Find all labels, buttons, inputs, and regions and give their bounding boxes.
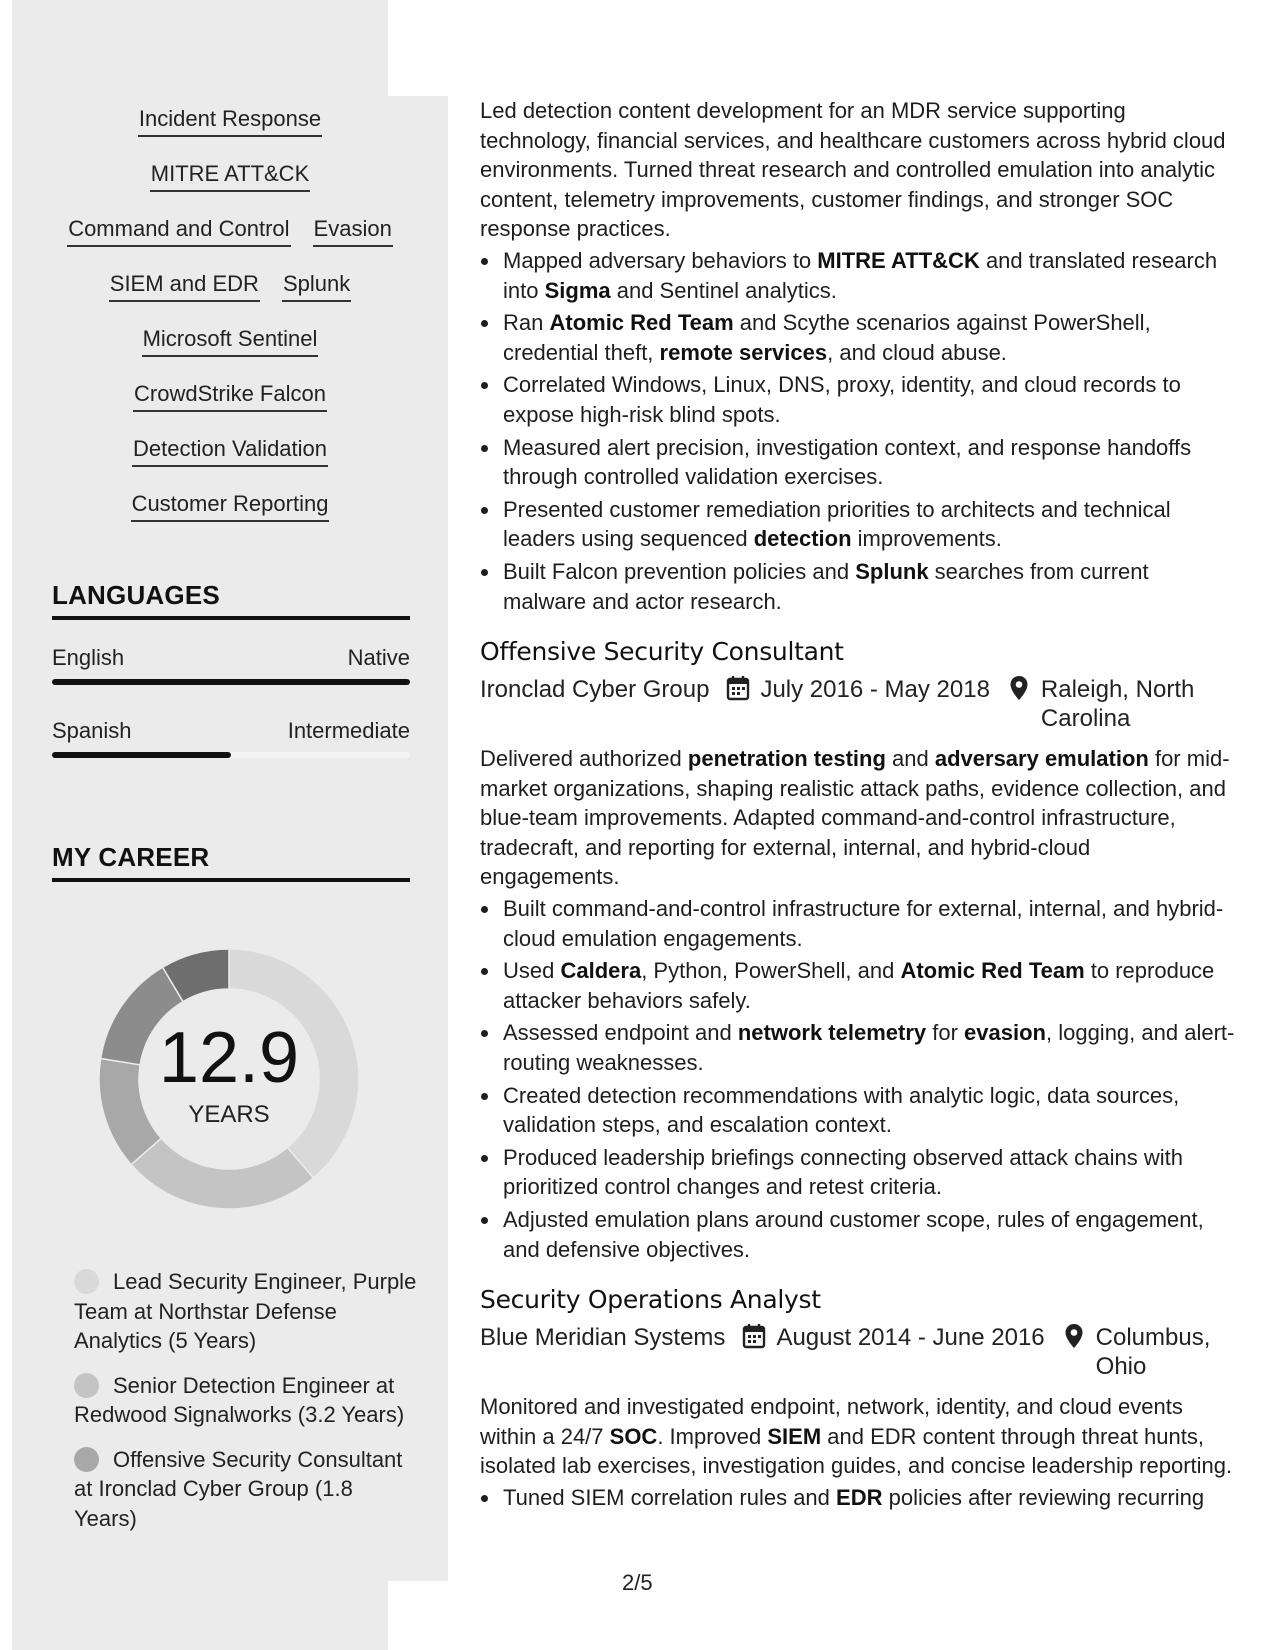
legend-dot: [74, 1373, 99, 1398]
career-heading: [52, 842, 410, 882]
skill-tag: SIEM and EDR: [109, 269, 260, 302]
language-proficiency-bar: [52, 752, 410, 758]
job-bullet: [480, 956, 1235, 1015]
languages-heading: [52, 580, 410, 620]
text-run: Built Falcon prevention policies and: [503, 558, 856, 584]
location-pin-icon: [990, 675, 1041, 733]
text-run: Presented customer remediation priorities to architects and technical leaders using sequenced: [503, 496, 1171, 552]
bold-keyword: Atomic Red Team: [549, 310, 734, 336]
job-bullet: [480, 370, 1235, 429]
language-name: Spanish: [52, 718, 132, 743]
skill-tag: MITRE ATT&CK: [150, 159, 311, 192]
skill-tag: CrowdStrike Falcon: [133, 379, 327, 412]
text-run: Created detection recommendations with analytic logic, data sources, validation steps, and escalation context.: [503, 1082, 1180, 1138]
career-legend-item: [74, 1267, 419, 1356]
job-bullet: [480, 1143, 1235, 1202]
language-level: Native: [347, 645, 410, 670]
job-location: Raleigh, North Carolina: [1040, 676, 1195, 733]
skills-list: [52, 104, 408, 544]
text-run: Mapped adversary behaviors to: [503, 247, 818, 273]
job-title: Security Operations Analyst: [480, 1285, 821, 1315]
skill-tag: Evasion: [313, 214, 393, 247]
legend-dot: [74, 1269, 99, 1294]
career-total: [92, 942, 366, 1216]
skill-row: [52, 434, 408, 489]
career-legend-item: [74, 1445, 419, 1534]
skill-row: [52, 104, 408, 159]
location-pin-icon: [1045, 1323, 1096, 1381]
page-number: 2/5: [622, 1570, 653, 1595]
skill-row: [52, 379, 408, 434]
job-entry: [480, 636, 1235, 1264]
career-total-value: 12.9: [158, 1018, 300, 1098]
skill-tag: Incident Response: [138, 104, 322, 137]
heading-rule: [52, 616, 410, 620]
calendar-icon: [709, 675, 760, 733]
job-title: Offensive Security Consultant: [480, 637, 844, 667]
language-name: English: [52, 645, 125, 670]
language-item: [52, 716, 410, 758]
skill-tag: Command and Control: [67, 214, 290, 247]
text-run: . Improved: [657, 1423, 768, 1449]
bold-keyword: SIEM: [767, 1423, 822, 1449]
skill-tag: Splunk: [282, 269, 351, 302]
bold-keyword: remote services: [659, 339, 828, 365]
calendar-icon: [725, 1323, 776, 1381]
job-bullet: [480, 1018, 1235, 1077]
text-run: and translated research into: [503, 247, 1218, 303]
bold-keyword: penetration testing: [687, 746, 886, 772]
language-proficiency-bar: [52, 679, 410, 685]
text-run: Adjusted emulation plans around customer scope, rules of engagement, and defensive objectives.: [503, 1207, 1204, 1262]
heading-rule: [52, 878, 410, 882]
text-run: , and cloud abuse.: [827, 339, 1007, 365]
bold-keyword: network telemetry: [737, 1020, 927, 1046]
bold-keyword: detection: [753, 526, 852, 552]
text-run: Built command-and-control infrastructure for external, internal, and hybrid-cloud emulation engagements.: [503, 896, 1224, 951]
skill-tag: Microsoft Sentinel: [142, 324, 319, 357]
text-run: and EDR content through threat hunts, isolated lab exercises, investigation guides, and concise leadership reporting.: [480, 1423, 1233, 1479]
job-bullet: [480, 557, 1235, 616]
text-run: Measured alert precision, investigation context, and response handoffs through controlled validation exercises.: [503, 434, 1192, 490]
job-bullet: [480, 1081, 1235, 1140]
skill-row: [52, 489, 408, 544]
job-dates: July 2016 - May 2018: [760, 676, 990, 704]
bold-keyword: SOC: [609, 1423, 658, 1449]
text-run: Monitored and investigated endpoint, network, identity, and cloud events within a 24/7: [480, 1394, 1183, 1449]
bold-keyword: Sigma: [544, 277, 611, 303]
job-summary: Led detection content development for an MDR service supporting technology, financial services, and healthcare customers across hybrid cloud environments. Turned threat research and controlled emulation into analytic content, telemetry improvements, customer findings, and stronger SOC response practices.: [480, 98, 1226, 242]
career-title: MY CAREER: [52, 842, 210, 872]
job-location-group: [990, 675, 1231, 733]
career-legend-label: Offensive Security Consultant at Ironclad Cyber Group (1.8 Years): [74, 1446, 403, 1531]
text-run: Used: [503, 958, 561, 984]
text-run: Produced leadership briefings connecting observed attack chains with prioritized control changes and retest criteria.: [503, 1144, 1183, 1200]
job-bullet: [480, 1483, 1235, 1513]
bold-keyword: Splunk: [855, 558, 929, 584]
text-run: and Scythe scenarios against PowerShell, credential theft,: [503, 310, 1151, 365]
bold-keyword: EDR: [836, 1484, 883, 1510]
text-run: , Python, PowerShell, and: [641, 958, 901, 984]
text-run: , logging, and alert-routing weaknesses.: [503, 1020, 1235, 1076]
job-bullet: [480, 246, 1235, 305]
job-bullet: [480, 495, 1235, 554]
bold-keyword: Caldera: [560, 958, 642, 984]
career-legend-label: Lead Security Engineer, Purple Team at Northstar Defense Analytics (5 Years): [74, 1269, 417, 1353]
languages-title: LANGUAGES: [52, 580, 220, 610]
job-bullet: [480, 308, 1235, 367]
text-run: to reproduce attacker behaviors safely.: [503, 958, 1215, 1013]
job-bullets: [480, 246, 1235, 616]
job-location: Columbus, Ohio: [1095, 1324, 1211, 1381]
job-location-group: [1045, 1323, 1246, 1381]
job-bullets: [480, 1483, 1235, 1513]
bold-keyword: adversary emulation: [934, 746, 1149, 772]
text-run: Correlated Windows, Linux, DNS, proxy, identity, and cloud records to expose high-risk blind spots.: [503, 372, 1181, 427]
sidebar-background-bottom: [12, 1581, 388, 1650]
text-run: policies after reviewing recurring: [882, 1484, 1205, 1510]
text-run: and Sentinel analytics.: [610, 277, 837, 303]
job-summary: [480, 744, 1235, 892]
skill-row: [52, 269, 408, 324]
text-run: and: [885, 746, 935, 772]
bold-keyword: evasion: [964, 1020, 1046, 1046]
career-total-unit: YEARS: [188, 1101, 270, 1128]
career-legend-item: [74, 1371, 419, 1430]
language-level: Intermediate: [287, 718, 410, 743]
skill-tag: Detection Validation: [132, 434, 328, 467]
job-meta: [480, 1323, 1235, 1381]
job-company: Ironclad Cyber Group: [480, 676, 710, 704]
job-dates: August 2014 - June 2016: [776, 1324, 1045, 1352]
legend-dot: [74, 1447, 99, 1472]
job-company: Blue Meridian Systems: [480, 1324, 726, 1352]
experience-column: [480, 96, 1235, 1516]
job-meta: [480, 675, 1235, 733]
job-summary: [480, 1392, 1235, 1481]
career-legend: [74, 1267, 419, 1548]
job-bullet: [480, 433, 1235, 492]
text-run: Tuned SIEM correlation rules and: [503, 1484, 837, 1510]
bold-keyword: Atomic Red Team: [900, 958, 1085, 984]
text-run: Assessed endpoint and: [503, 1020, 738, 1046]
job-bullet: [480, 1205, 1235, 1264]
skill-row: [52, 324, 408, 379]
text-run: for: [926, 1020, 965, 1046]
text-run: improvements.: [851, 526, 1002, 552]
text-run: searches from current malware and actor research.: [503, 558, 1149, 614]
language-proficiency-fill: [52, 752, 231, 758]
text-run: Ran: [503, 310, 550, 336]
job-bullets: [480, 894, 1235, 1264]
bold-keyword: MITRE ATT&CK: [817, 247, 980, 273]
job-entry: [480, 1284, 1235, 1512]
job-bullet: [480, 894, 1235, 953]
skill-row: [52, 214, 408, 269]
language-proficiency-fill: [52, 679, 410, 685]
language-item: [52, 643, 410, 685]
skill-tag: Customer Reporting: [131, 489, 330, 522]
skill-row: [52, 159, 408, 214]
career-legend-label: Senior Detection Engineer at Redwood Signalworks (3.2 Years): [74, 1372, 405, 1427]
text-run: for mid-market organizations, shaping realistic attack paths, evidence collection, and blue-team improvements. Adapted command-and-control infrastructure, tradecraft, and reporting for external, internal, and hybrid-cloud engagements.: [480, 746, 1230, 890]
text-run: Delivered authorized: [480, 746, 688, 772]
sidebar-background-top: [12, 0, 388, 96]
